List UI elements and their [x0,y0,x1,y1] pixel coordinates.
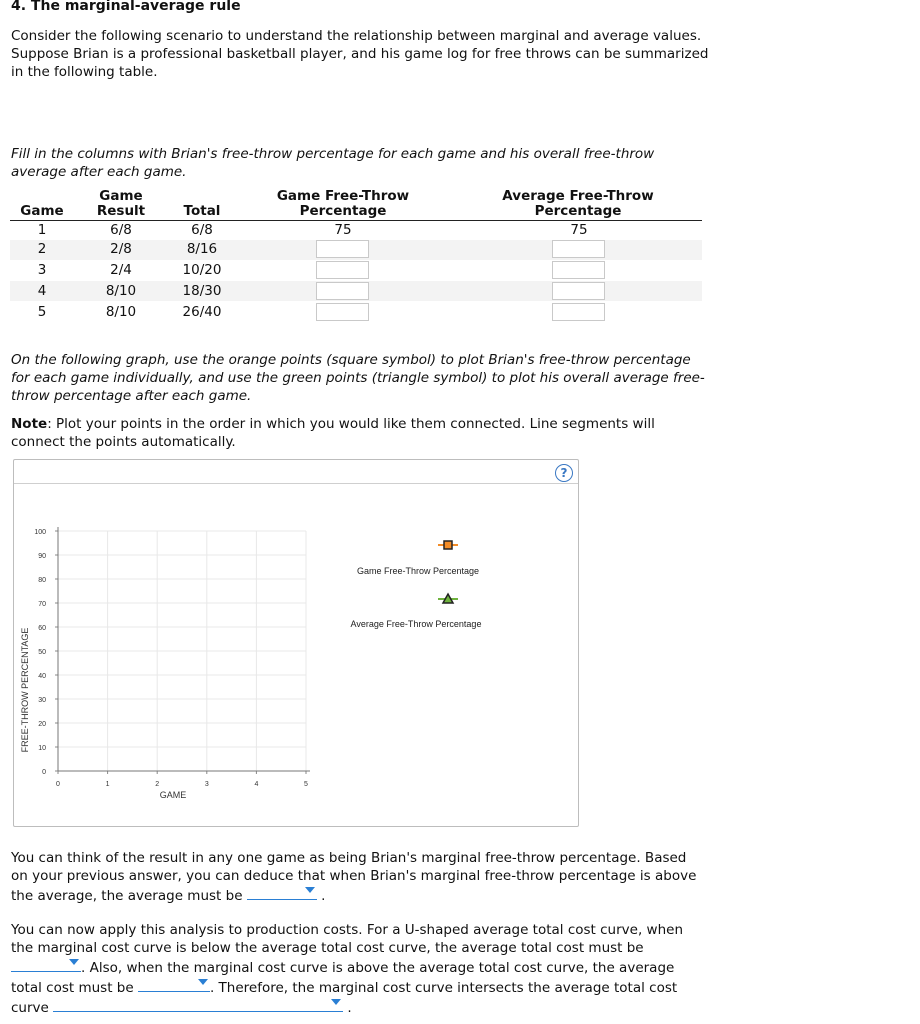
note-label: Note [11,416,48,432]
y-tick-label: 100 [34,529,46,536]
chevron-down-icon [198,979,208,985]
question-cost [11,921,701,1017]
period: . [321,888,326,904]
question-marginal-text: You can think of the result in any one game as being Brian's marginal free-throw percentage. Based on your previous answer, you can deduce that when Brian's marginal free-throw percentage is above the average, the average must be [11,850,697,904]
section-heading: 4. The marginal-average rule [11,0,241,14]
col-header-game: Game [20,203,64,219]
cell-game: 5 [37,304,47,320]
cell-result: 2/8 [110,241,132,257]
y-tick-label: 10 [38,745,46,752]
col-header-gft-2: Percentage [299,203,387,219]
col-header-total: Total [183,203,221,219]
cell-total: 6/8 [191,222,213,238]
col-header-aft-1: Average Free-Throw [502,188,654,204]
x-tick-label: 0 [56,781,60,788]
legend-orange-square-tool[interactable] [438,541,458,549]
cell-total: 8/16 [186,241,218,257]
question-marginal [11,849,701,905]
question-cost-text-3: . Therefore, the marginal cost curve intersects the average total cost curve [11,980,678,1016]
chevron-down-icon [69,959,79,965]
col-header-gft-1: Game Free-Throw [276,188,410,204]
cell-average-pct: 75 [570,222,588,238]
question-cost-text-1: You can now apply this analysis to production costs. For a U-shaped average total cost curve, when the marginal cost curve is below the average total cost curve, the average total cost must be [11,922,684,956]
y-tick-label: 50 [38,649,46,656]
intro-paragraph: Consider the following scenario to understand the relationship between marginal and average values. Suppose Brian is a professional basketball player, and his game log for free throws can be summarized in the following table. [11,28,709,80]
legend-label-game: Game Free-Throw Percentage [356,566,480,576]
cell-game: 4 [37,283,47,299]
x-tick-label: 1 [105,781,110,788]
help-icon[interactable]: ? [555,464,573,482]
x-axis-label: GAME [159,790,187,800]
cell-game: 2 [37,241,47,257]
chevron-down-icon [331,999,341,1005]
col-header-result-1: Game [99,188,143,204]
intersection-dropdown[interactable] [53,997,343,1012]
legend-label-average: Average Free-Throw Percentage [350,619,482,629]
period: . [347,1000,352,1016]
y-tick-label: 60 [38,625,46,632]
x-tick-label: 4 [254,781,259,788]
cell-game: 1 [37,222,47,238]
y-tick-label: 0 [42,769,46,776]
x-tick-label: 5 [304,781,308,788]
cell-result: 2/4 [110,262,132,278]
atc-above-dropdown[interactable] [138,977,210,992]
y-tick-label: 70 [38,601,46,608]
y-tick-label: 90 [38,553,46,560]
col-header-result-2: Result [96,203,146,219]
cell-result: 8/10 [105,304,137,320]
average-direction-dropdown[interactable] [247,885,317,900]
y-axis-label: FREE-THROW PERCENTAGE [20,627,30,753]
y-tick-label: 80 [38,577,46,584]
note-text: : Plot your points in the order in which you would like them connected. Line segments will connect the points automatically. [11,416,655,450]
y-tick-label: 20 [38,721,46,728]
cell-total: 18/30 [182,283,222,299]
chevron-down-icon [305,887,315,893]
x-tick-label: 2 [155,781,160,788]
cell-result: 6/8 [110,222,132,238]
cell-total: 10/20 [182,262,222,278]
x-tick-label: 3 [204,781,209,788]
col-header-aft-2: Percentage [534,203,622,219]
legend-green-triangle-tool[interactable] [438,594,458,603]
atc-below-dropdown[interactable] [11,957,81,972]
question-cost-text-2: . Also, when the marginal cost curve is above the average total cost curve, the average total cost must be [11,960,675,996]
table-instruction: Fill in the columns with Brian's free-throw percentage for each game and his overall free-throw average after each game. [11,146,655,180]
cell-result: 8/10 [105,283,137,299]
graph-instruction: On the following graph, use the orange points (square symbol) to plot Brian's free-throw percentage for each game individually, and use the green points (triangle symbol) to plot his overall average free-throw percentage after each game. [11,352,705,404]
cell-game: 3 [37,262,47,278]
y-tick-label: 40 [38,673,46,680]
cell-total: 26/40 [182,304,222,320]
cell-game-pct: 75 [334,222,352,238]
y-tick-label: 30 [38,697,46,704]
